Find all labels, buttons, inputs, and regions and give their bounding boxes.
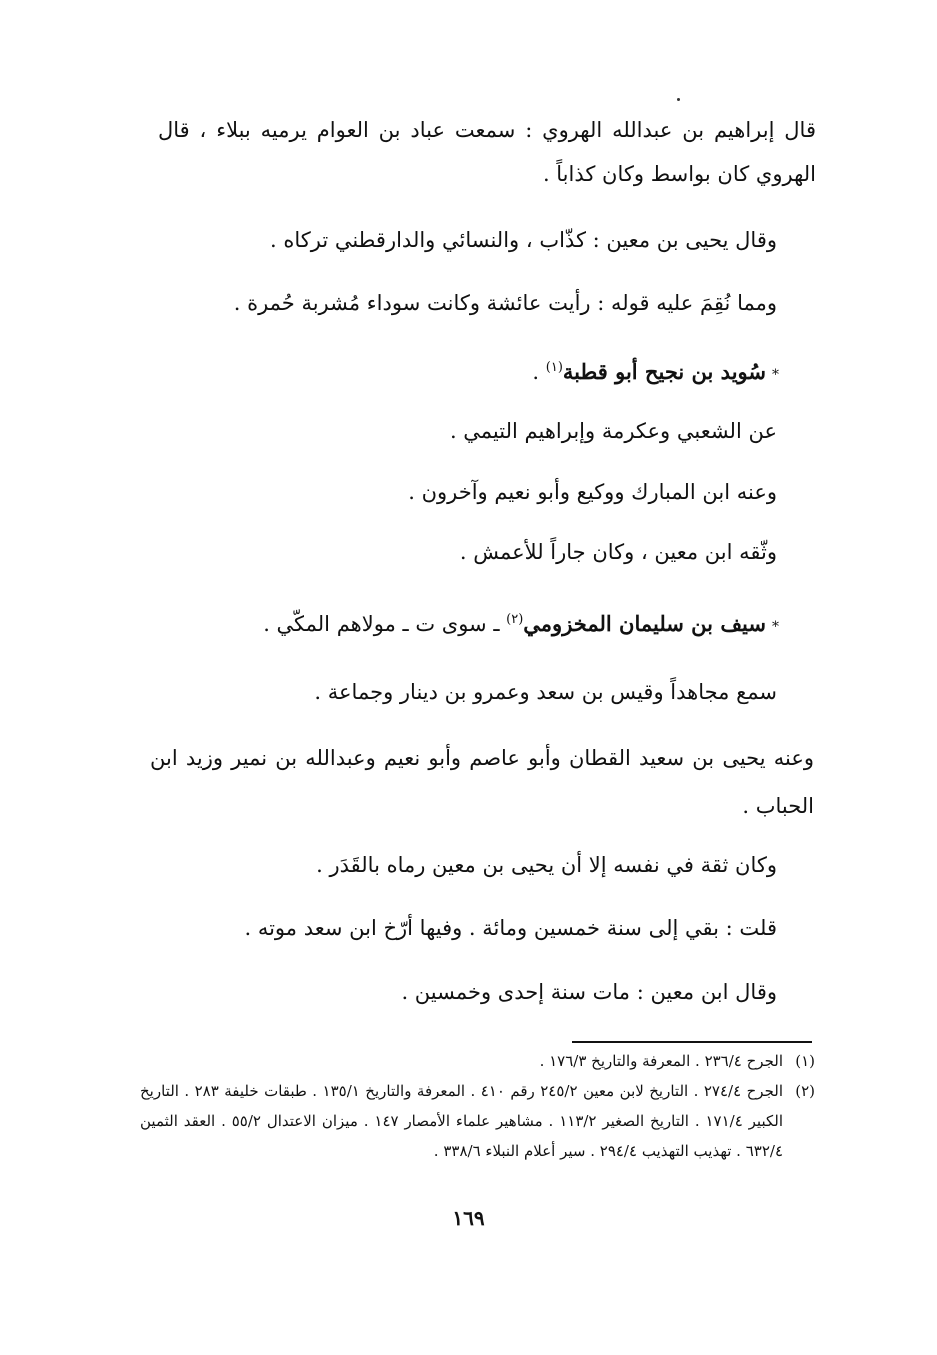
footnote-divider — [572, 1041, 812, 1043]
ink-speck — [677, 98, 680, 101]
entry1-line: وعنه ابن المبارك ووكيع وأبو نعيم وآخرون . — [408, 480, 777, 504]
entry-suffix: . — [532, 360, 546, 384]
footnote-ref-1[interactable]: (١) — [545, 360, 563, 375]
entry-marker: * — [772, 619, 779, 635]
entry2-line: قلت : بقي إلى سنة خمسين ومائة . وفيها أرّخ ابن سعد موته . — [244, 916, 777, 940]
entry2-line: وكان ثقة في نفسه إلا أن يحيى بن معين رماه بالقَدَر . — [316, 853, 777, 877]
entry-suffix: ـ سوى ت ـ مولاهم المكّي . — [263, 612, 507, 636]
footnote-text: الجرح ٢٣٦/٤ . المعرفة والتاريخ ١٧٦/٣ . — [539, 1052, 783, 1070]
footnote-number: (١) — [795, 1052, 815, 1070]
entry-heading-suwayd — [532, 346, 779, 397]
entry2-line: وعنه يحيى بن سعيد القطان وأبو عاصم وأبو نعيم وعبدالله بن نمير وزيد ابن الحباب . — [150, 746, 814, 818]
entry2-line: سمع مجاهداً وقيس بن سعد وعمرو بن دينار وجماعة . — [314, 680, 777, 704]
footnotes — [140, 1046, 815, 1166]
entry2-line: وقال ابن معين : مات سنة إحدى وخمسين . — [401, 980, 777, 1004]
page-number: ١٦٩ — [452, 1206, 485, 1230]
footnote-item — [140, 1076, 815, 1166]
entry1-line: وثّقه ابن معين ، وكان جاراً للأعمش . — [459, 540, 777, 564]
entry-heading-sayf — [263, 598, 779, 649]
footnote-text: الجرح ٢٧٤/٤ . التاريخ لابن معين ٢٤٥/٢ رقم ٤١٠ . المعرفة والتاريخ ١٣٥/١ . طبقات خليفة ٢٨٣ . التاريخ الكبير ١٧١/٤ . التاريخ الصغير ١١٣/٢ . مشاهير علماء الأمصار ١٤٧ . ميزان الاعتدال ٥٥/٢ . العقد الثمين ٦٣٢/٤ . تهذيب التهذيب ٢٩٤/٤ . سير أعلام النبلاء ٣٣٨/٦ . — [140, 1082, 783, 1160]
paragraph-ibn-main: وقال يحيى بن معين : كذّاب ، والنسائي والدارقطني تركاه . — [269, 228, 777, 252]
footnote-number: (٢) — [795, 1082, 815, 1100]
entry1-line: عن الشعبي وعكرمة وإبراهيم التيمي . — [449, 419, 777, 443]
paragraph-criticism: ومما نُقِمَ عليه قوله : رأيت عائشة وكانت سوداء مُشربة حُمرة . — [233, 291, 777, 315]
footnote-item — [140, 1046, 815, 1076]
entry-name: سيف بن سليمان المخزومي — [523, 611, 766, 636]
entry-marker: * — [772, 367, 779, 383]
paragraph-harawi: قال إبراهيم بن عبدالله الهروي : سمعت عباد بن العوام يرميه ببلاء ، قال الهروي كان بواسط وكان كذاباً . — [158, 118, 816, 186]
footnote-ref-2[interactable]: (٢) — [506, 612, 524, 627]
entry-name: سُويد بن نجيح أبو قطبة — [562, 359, 766, 384]
